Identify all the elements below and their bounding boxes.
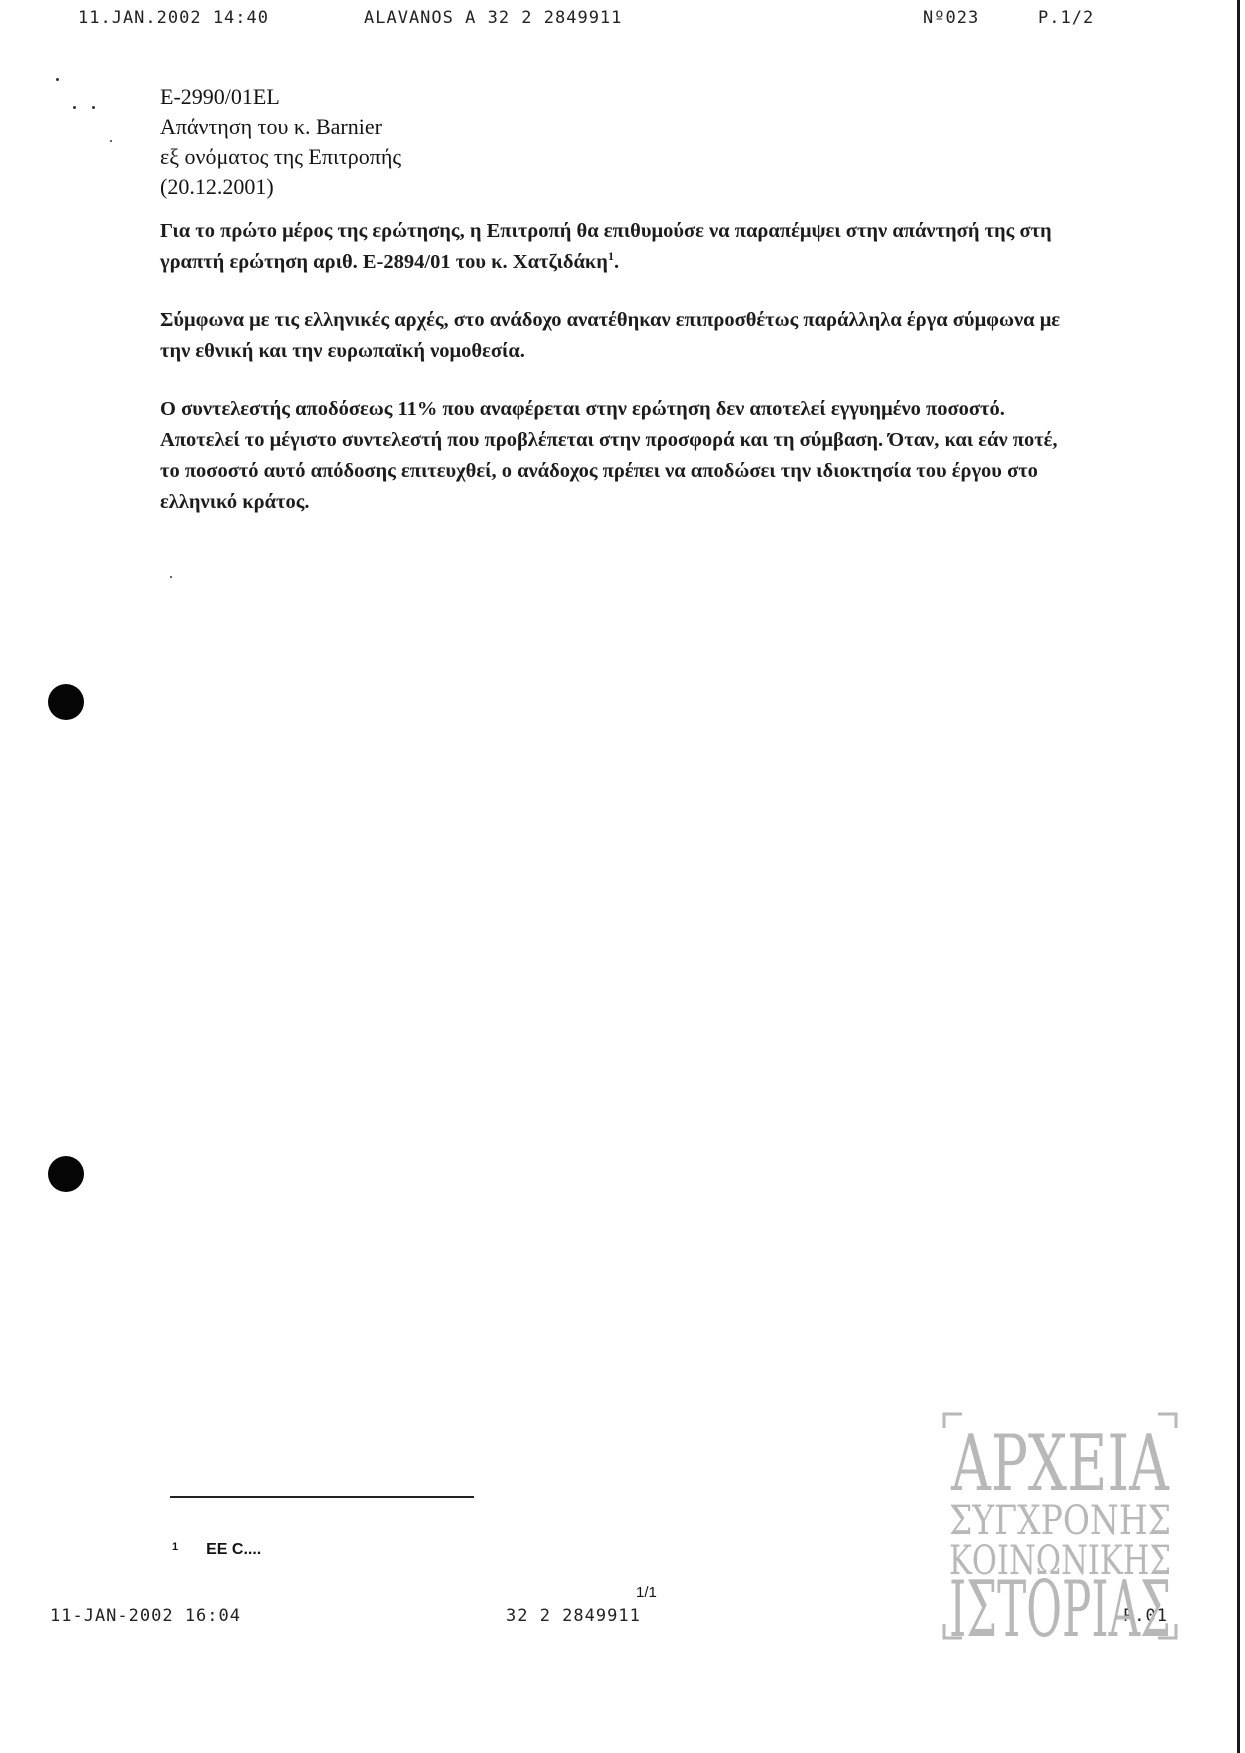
answer-author: Απάντηση του κ. Barnier [160, 114, 382, 139]
answer-metadata [160, 82, 401, 202]
page-count: 1/1 [636, 1584, 657, 1601]
question-reference: E-2990/01EL [160, 84, 280, 109]
scan-speck [56, 78, 59, 81]
scan-speck [73, 106, 76, 109]
footnote-marker: 1 [172, 1541, 179, 1553]
archive-watermark-stamp [940, 1410, 1180, 1655]
fax-header-sender: ALAVANOS A 32 2 2849911 [364, 8, 623, 28]
answer-on-behalf: εξ ονόματος της Επιτροπής [160, 144, 402, 169]
fax-transmission-header [78, 8, 1197, 38]
footnote-reference: 1 [607, 249, 614, 264]
footnote-text: ΕΕ C.... [206, 1541, 262, 1558]
paragraph-2: Σύμφωνα με τις ελληνικές αρχές, στο ανάδοχο ανατέθηκαν επιπροσθέτως παράλληλα έργα σύμφωνα με την εθνική και την ευρωπαϊκή νομοθεσία. [160, 309, 1061, 362]
footnote [172, 1541, 261, 1559]
fax-header-datetime: 11.JAN.2002 14:40 [78, 8, 269, 28]
stamp-line-3: ΚΟΙΝΩΝΙΚΗΣ [949, 1538, 1171, 1584]
scan-speck [110, 140, 112, 142]
fax-footer-page: P.01 [1123, 1606, 1168, 1626]
stamp-line-2: ΣΥΓΧΡΟΝΗΣ [949, 1498, 1171, 1544]
paragraph-1-end: . [613, 251, 620, 273]
paragraph-1-text: Για το πρώτο μέρος της ερώτησης, η Επιτροπή θα επιθυμούσε να παραπέμψει στην απάντησή της στη γραπτή ερώτηση αριθ. Ε-2894/01 του κ. Χατζιδάκη [160, 220, 1052, 273]
stamp-line-1: ΑΡΧΕΙΑ [950, 1419, 1171, 1509]
fax-header-number: Nº023 [923, 8, 980, 28]
stamp-line-4: ΙΣΤΟΡΙΑΣ [949, 1565, 1171, 1655]
punch-hole [48, 684, 84, 720]
scan-speck [92, 106, 95, 109]
scan-speck [170, 576, 172, 578]
answer-date: (20.12.2001) [160, 174, 274, 199]
answer-body [160, 216, 1070, 545]
fax-footer-datetime: 11-JAN-2002 16:04 [50, 1606, 241, 1626]
fax-header-page: P.1/2 [1038, 8, 1095, 28]
fax-footer-number: 32 2 2849911 [506, 1606, 641, 1626]
paragraph-3: Ο συντελεστής αποδόσεως 11% που αναφέρεται στην ερώτηση δεν αποτελεί εγγυημένο ποσοστό. Αποτελεί το μέγιστο συντελεστή που προβλέπεται στην προσφορά και τη σύμβαση. Όταν, και εάν ποτέ, το ποσοστό αυτό απόδοσης επιτευχθεί, ο ανάδοχος πρέπει να αποδώσει την ιδιοκτησία του έργου στο ελληνικό κράτος. [160, 398, 1058, 513]
paragraph-1 [160, 216, 1070, 278]
punch-hole [48, 1156, 84, 1192]
footnote-separator [170, 1496, 474, 1498]
